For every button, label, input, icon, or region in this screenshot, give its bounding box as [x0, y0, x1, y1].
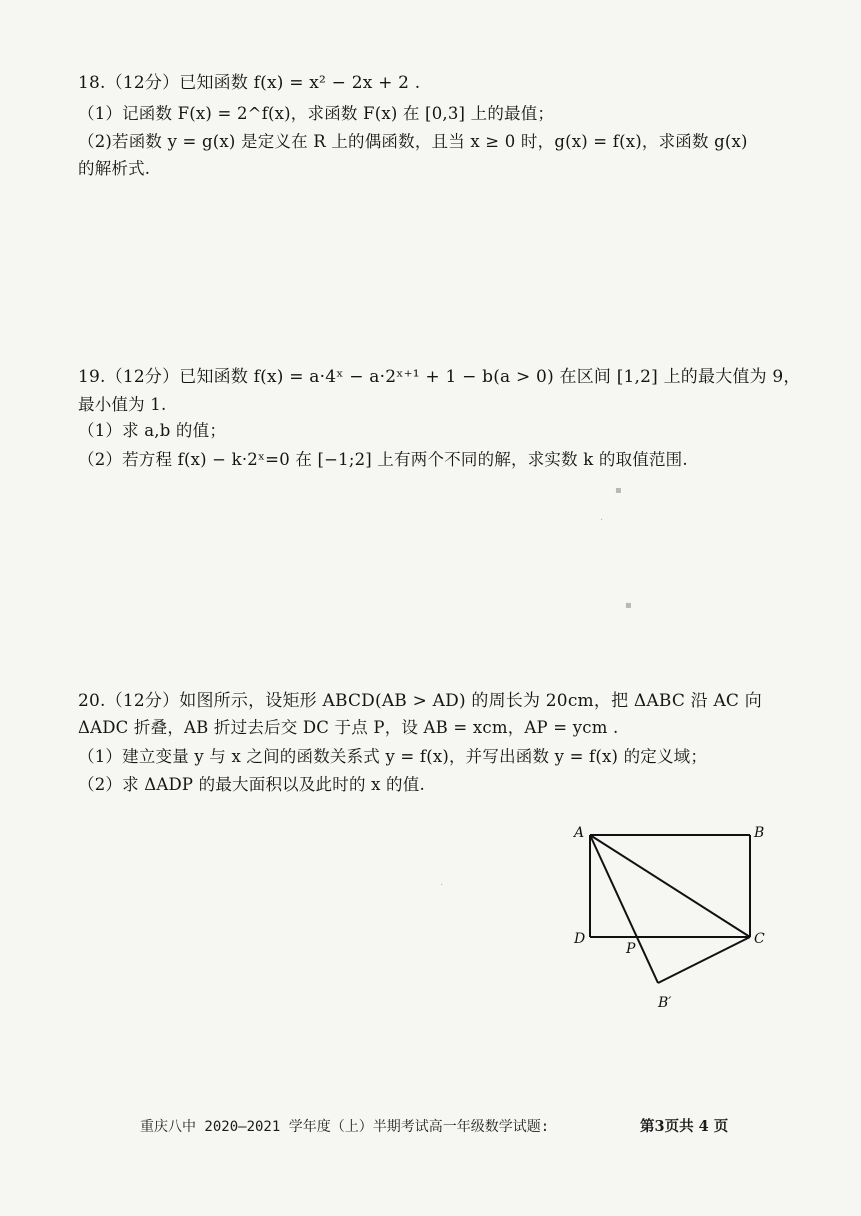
- scan-speck: ·: [440, 880, 444, 891]
- label-d: D: [574, 931, 586, 947]
- scan-speck: ▪: [615, 485, 622, 496]
- problem-19-header: 19.（12分）已知函数 f(x) = a·4ˣ − a·2ˣ⁺¹ + 1 − b(a > 0) 在区间 [1,2] 上的最大值为 9，: [78, 367, 801, 387]
- problem-19-part-1: （1）求 a,b 的值；: [78, 421, 227, 440]
- label-b: B: [754, 825, 765, 841]
- label-a: A: [574, 825, 585, 841]
- footer-exam-title: 重庆八中 2020—2021 学年度（上）半期考试高一年级数学试题:: [140, 1119, 550, 1135]
- rectangle-fold-figure: [560, 815, 780, 1015]
- problem-18-part-1: （1）记函数 F(x) = 2^f(x)，求函数 F(x) 在 [0,3] 上的最值；: [78, 104, 555, 123]
- problem-19-part-2: （2）若方程 f(x) − k·2ˣ=0 在 [−1;2] 上有两个不同的解，求实数 k 的取值范围.: [78, 450, 688, 469]
- problem-20-header-cont: ΔADC 折叠，AB 折过去后交 DC 于点 P，设 AB = xcm，AP = ycm .: [78, 718, 619, 737]
- problem-20-part-2: （2）求 ΔADP 的最大面积以及此时的 x 的值.: [78, 775, 425, 794]
- problem-18-part-2-cont: 的解析式.: [78, 159, 151, 178]
- label-p: P: [626, 941, 636, 957]
- scan-speck: ·: [600, 515, 604, 526]
- problem-18-header: 18.（12分）已知函数 f(x) = x² − 2x + 2 .: [78, 73, 421, 93]
- problem-20-header: 20.（12分）如图所示，设矩形 ABCD(AB > AD) 的周长为 20cm，把 ΔABC 沿 AC 向: [78, 691, 762, 711]
- problem-20-part-1: （1）建立变量 y 与 x 之间的函数关系式 y = f(x)，并写出函数 y = f(x) 的定义域；: [78, 747, 708, 766]
- problem-19-header-cont: 最小值为 1.: [78, 395, 167, 414]
- scan-speck: ▪: [625, 600, 632, 611]
- label-c: C: [754, 931, 765, 947]
- label-b-prime: B′: [658, 995, 672, 1011]
- folded-edge-b-prime-c: [658, 937, 750, 983]
- problem-18-part-2: （2)若函数 y = g(x) 是定义在 R 上的偶函数，且当 x ≥ 0 时，g(x) = f(x)，求函数 g(x): [78, 132, 748, 151]
- footer-page-number: 第3页共 4 页: [640, 1118, 729, 1135]
